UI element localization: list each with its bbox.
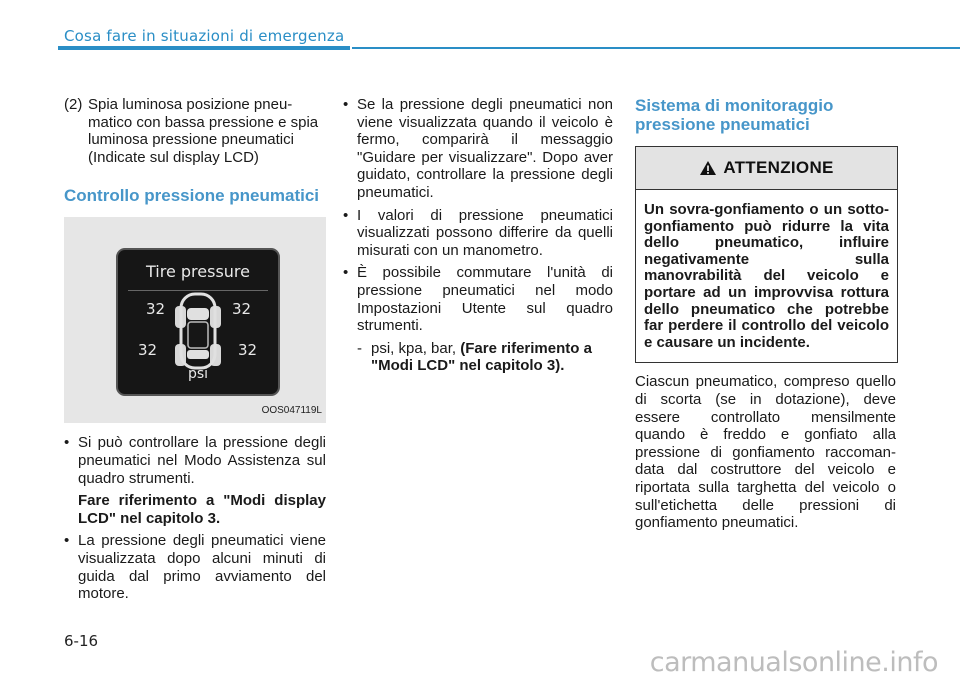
lcd-screen	[116, 248, 280, 396]
figure-code: OOS047119L	[261, 404, 322, 416]
bullet-text: È possibile commutare l'unità di pressione pneumatici nel modo Impostazioni Utente sul quadro strumenti.	[357, 264, 613, 335]
bullet-dot: •	[343, 206, 349, 224]
section-title-tire-pressure-check: Controllo pressione pneumatici	[64, 186, 320, 206]
warning-header	[636, 147, 897, 190]
dash-marker: -	[357, 339, 362, 357]
sub-item-units: - psi, kpa, bar, (Fare riferimento a "Modi LCD" nel capitolo 3).	[357, 339, 592, 375]
tire-pressure-figure	[64, 217, 326, 423]
list-item	[343, 96, 613, 202]
bullet-dot: •	[343, 96, 349, 113]
body-paragraph: Ciascun pneumatico, compreso quello di scorta (se in dotazione), deve essere controllato mensilmente quando è freddo e gonfiato alla pressione di gonfiamento raccoman-data dal costruttore del veicolo e riportata sulla targhetta del veicolo o sull'etichetta delle pressioni di gonfiamento pneumatici.	[635, 373, 896, 532]
pressure-front-left: 32	[146, 300, 166, 319]
units-list: psi, kpa, bar	[371, 339, 452, 357]
warning-text: Un sovra-gonfiamento o un sotto-gonfiamento può ridurre la vita dello pneumatico, influire negativamente sulla manovrabilità del veicolo e portare ad un improvvisa rottura dello pneumatico che potrebbe far perdere il controllo del veicolo e causare un incidente.	[644, 201, 889, 351]
item-number: (2)	[64, 96, 83, 113]
units-reference: (Fare riferimento a "Modi LCD" nel capitolo 3).	[371, 339, 592, 375]
bullet-reference: Fare riferimento a "Modi display LCD" nel capitolo 3.	[78, 492, 326, 527]
bullet-text: Se la pressione degli pneumatici non viene visualizzata quando il veicolo è fermo, comparirà il messaggio "Guidare per visualizzare". Dopo aver guidato, controllare la pressione degli pneumatici.	[357, 96, 613, 201]
watermark: carmanualsonline.info	[649, 647, 938, 678]
list-item	[343, 264, 613, 334]
item-note: (Indicate sul display LCD)	[88, 148, 259, 166]
column-right	[635, 96, 896, 532]
bullet-text: I valori di pressione pneumatici visualizzati possono differire da quelli misurati con un manometro.	[357, 206, 613, 259]
lcd-title: Tire pressure	[146, 262, 250, 282]
item-text: Spia luminosa posizione pneu-matico con bassa pressione e spia luminosa pressione pneumatici	[88, 96, 319, 149]
bullet-dot: •	[64, 532, 70, 550]
pressure-rear-right: 32	[238, 341, 258, 360]
page-number: 6-16	[64, 632, 99, 650]
warning-label: ATTENZIONE	[723, 158, 834, 178]
column-middle	[343, 96, 613, 375]
warning-box	[635, 146, 898, 363]
column-left	[64, 96, 326, 608]
list-item-2	[64, 96, 326, 166]
pressure-front-right: 32	[232, 300, 252, 319]
list-item	[64, 434, 326, 527]
bullet-dot: •	[64, 434, 70, 452]
bullet-text: Si può controllare la pressione degli pneumatici nel Modo Assistenza sul quadro strumenti.	[78, 434, 326, 487]
bullet-dot: •	[343, 264, 349, 282]
header-rule-thin	[352, 47, 960, 49]
bullet-text: La pressione degli pneumatici viene visualizzata dopo alcuni minuti di guida dal primo avviamento del motore.	[78, 532, 326, 603]
header-title: Cosa fare in situazioni di emergenza	[64, 27, 345, 45]
pressure-unit: psi	[187, 366, 209, 383]
list-item	[64, 532, 326, 602]
warning-triangle-icon	[699, 160, 717, 176]
list-item	[343, 207, 613, 260]
pressure-rear-left: 32	[138, 341, 158, 360]
header-rule-thick	[58, 46, 350, 50]
section-title-monitoring-system: Sistema di monitoraggio pressione pneumatici	[635, 96, 834, 134]
